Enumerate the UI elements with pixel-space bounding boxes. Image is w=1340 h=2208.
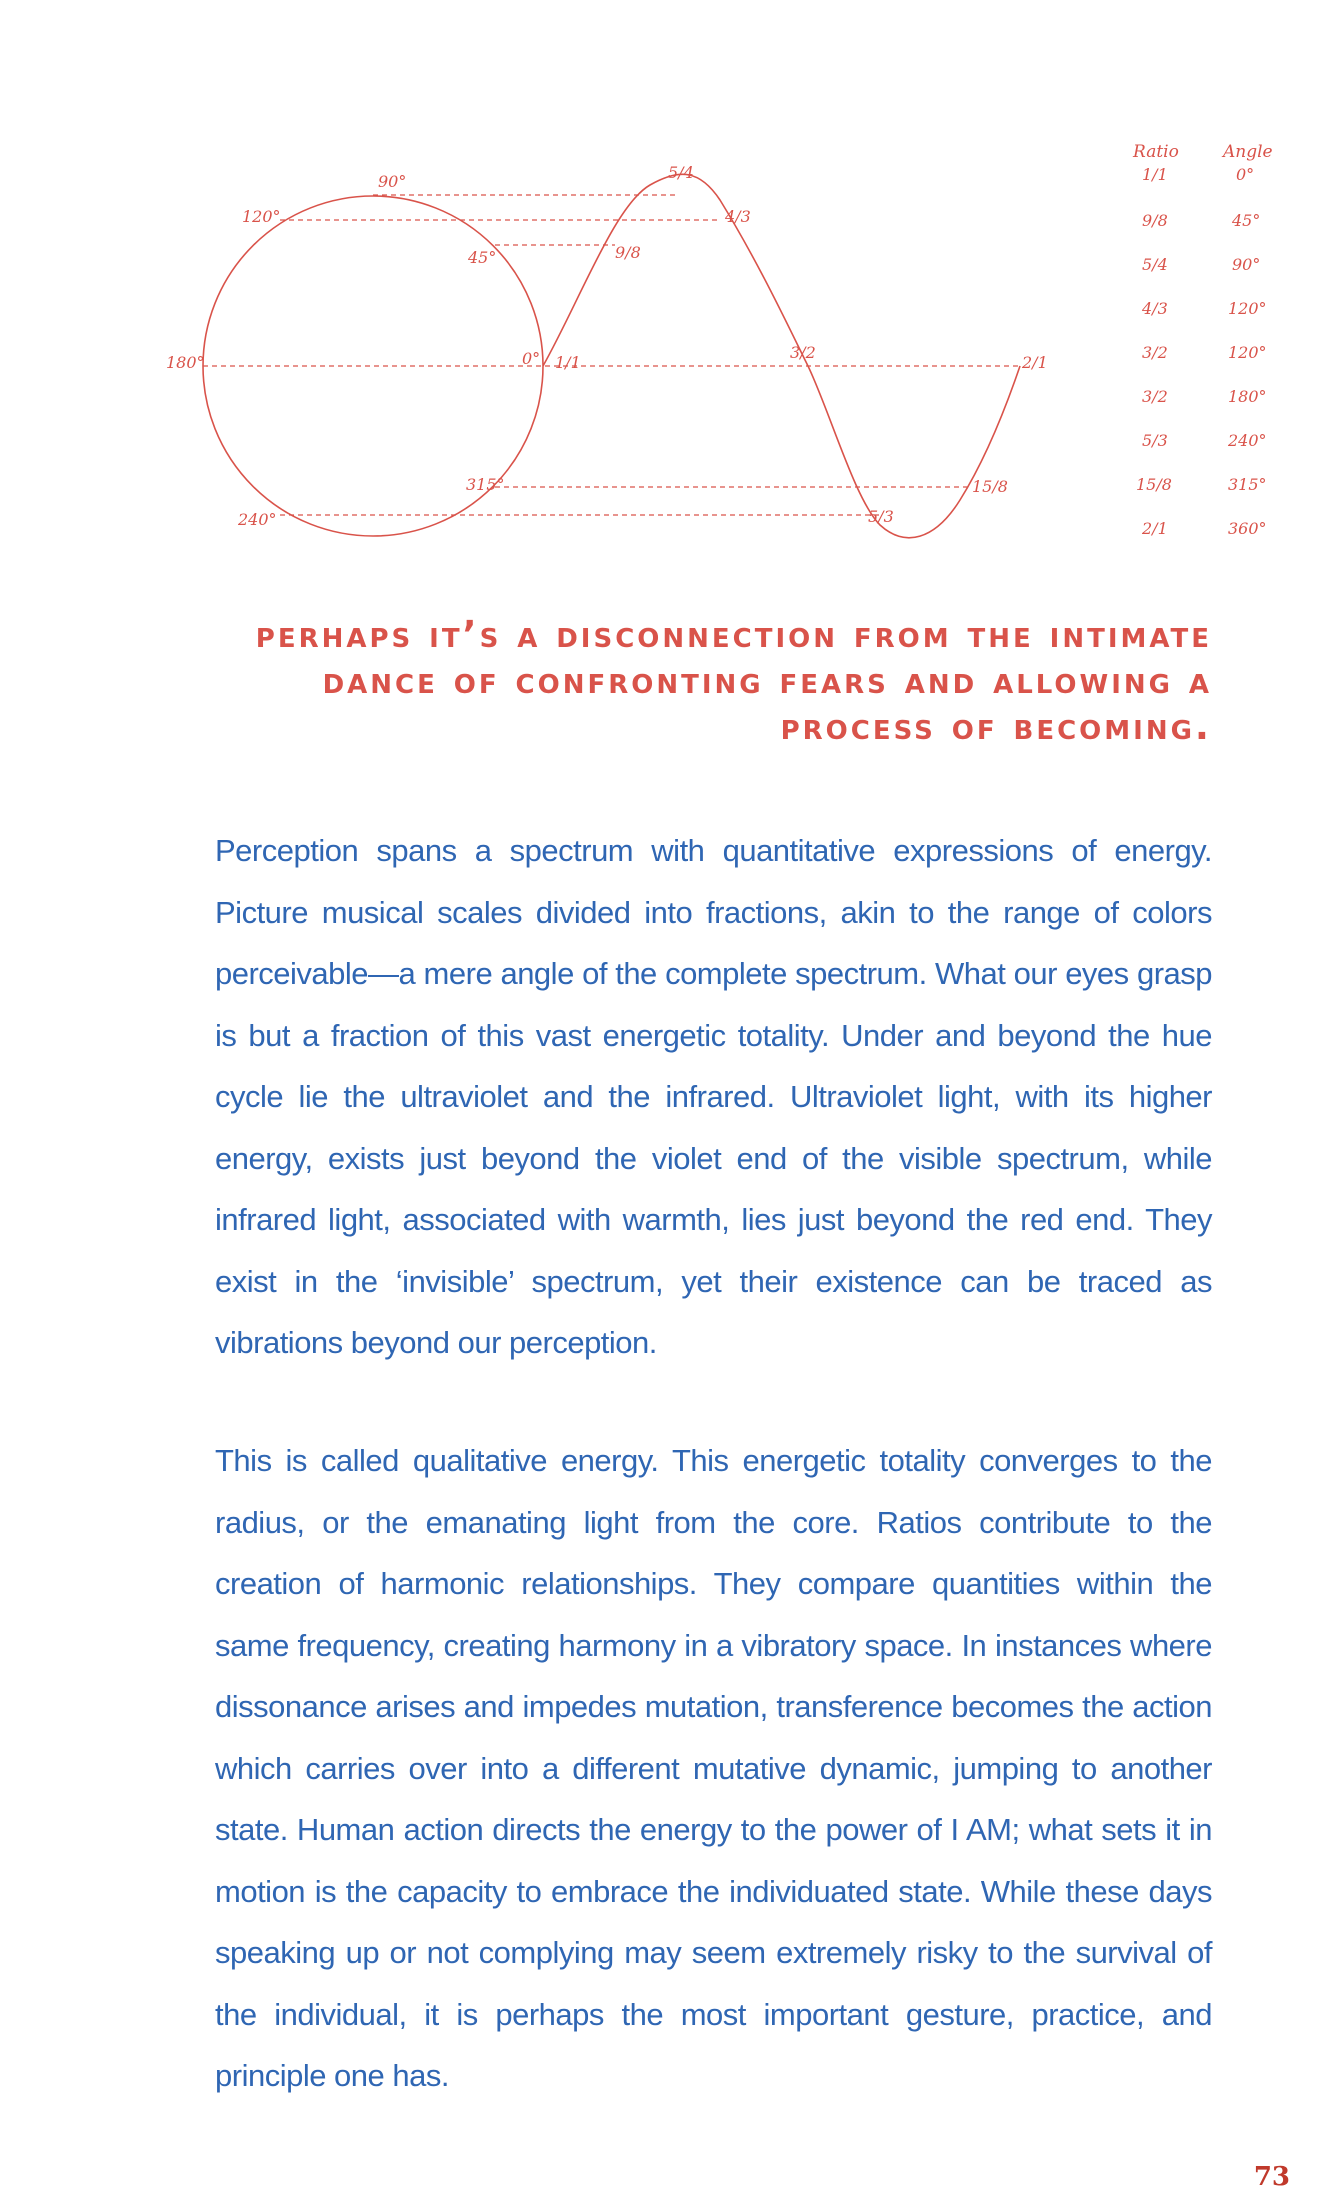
table-ratio: 3/2 — [1142, 387, 1168, 406]
label-240: 240° — [238, 510, 277, 529]
table-header-angle: Angle — [1223, 142, 1273, 162]
ratio-angle-table — [1132, 142, 1273, 538]
label-180: 180° — [166, 353, 205, 372]
label-9-8: 9/8 — [615, 243, 641, 262]
pull-quote-line: perhaps it’s a disconnection from the intimate — [255, 613, 1212, 656]
label-5-3: 5/3 — [868, 507, 894, 526]
body-paragraph-2: This is called qualitative energy. This energetic totality converges to the radius, or the emanating light from the core. Ratios contribute to the creation of harmonic relationships. They compare quantities within the same frequency, creating harmony in a vibratory space. In instances where dissonance arises and impedes mutation, transference becomes the action which carries over into a different mutative dynamic, jumping to another state. Human action directs the energy to the power of I AM; what sets it in motion is the capacity to embrace the individuated state. While these days speaking up or not complying may seem extremely risky to the survival of the individual, it is perhaps the most important gesture, practice, and principle one has. — [215, 1443, 1212, 2093]
label-2-1: 2/1 — [1022, 353, 1048, 372]
sine-wave — [543, 174, 1020, 537]
table-angle: 120° — [1228, 343, 1267, 362]
table-ratio: 5/4 — [1142, 255, 1168, 274]
body-paragraph-1: Perception spans a spectrum with quantitative expressions of energy. Picture musical scales divided into fractions, akin to the range of colors perceivable—a mere angle of the complete spectrum. What our eyes grasp is but a fraction of this vast energetic totality. Under and beyond the hue cycle lie the ultraviolet and the infrared. Ultraviolet light, with its higher energy, exists just beyond the violet end of the visible spectrum, while infrared light, associated with warmth, lies just beyond the red end. They exist in the ‘invisible’ spectrum, yet their existence can be traced as vibrations beyond our perception. — [215, 833, 1212, 1360]
table-ratio: 1/1 — [1142, 165, 1168, 184]
pull-quote — [200, 612, 1212, 750]
page-number: 73 — [1253, 2162, 1290, 2192]
pull-quote-line: process of becoming. — [780, 705, 1212, 748]
label-315: 315° — [466, 475, 505, 494]
table-header-ratio: Ratio — [1133, 142, 1179, 162]
label-120: 120° — [242, 207, 281, 226]
table-ratio: 9/8 — [1142, 211, 1168, 230]
label-3-2: 3/2 — [790, 343, 816, 362]
table-angle: 90° — [1232, 255, 1261, 274]
table-ratio: 4/3 — [1142, 299, 1168, 318]
label-5-4: 5/4 — [668, 163, 694, 182]
label-4-3: 4/3 — [725, 207, 751, 226]
label-15-8: 15/8 — [972, 477, 1008, 496]
table-ratio: 3/2 — [1142, 343, 1168, 362]
table-angle: 315° — [1228, 475, 1267, 494]
label-0: 0° — [522, 349, 541, 368]
table-angle: 45° — [1232, 211, 1261, 230]
table-angle: 360° — [1228, 519, 1267, 538]
label-90: 90° — [378, 172, 407, 191]
label-1-1: 1/1 — [555, 353, 581, 372]
table-angle: 180° — [1228, 387, 1267, 406]
ratio-angle-diagram — [0, 0, 1340, 560]
table-angle: 240° — [1228, 431, 1267, 450]
pull-quote-line: dance of confronting fears and allowing a — [322, 659, 1212, 702]
table-angle: 0° — [1236, 165, 1255, 184]
table-ratio: 2/1 — [1142, 519, 1168, 538]
table-ratio: 5/3 — [1142, 431, 1168, 450]
table-ratio: 15/8 — [1136, 475, 1172, 494]
label-45: 45° — [468, 248, 497, 267]
table-angle: 120° — [1228, 299, 1267, 318]
